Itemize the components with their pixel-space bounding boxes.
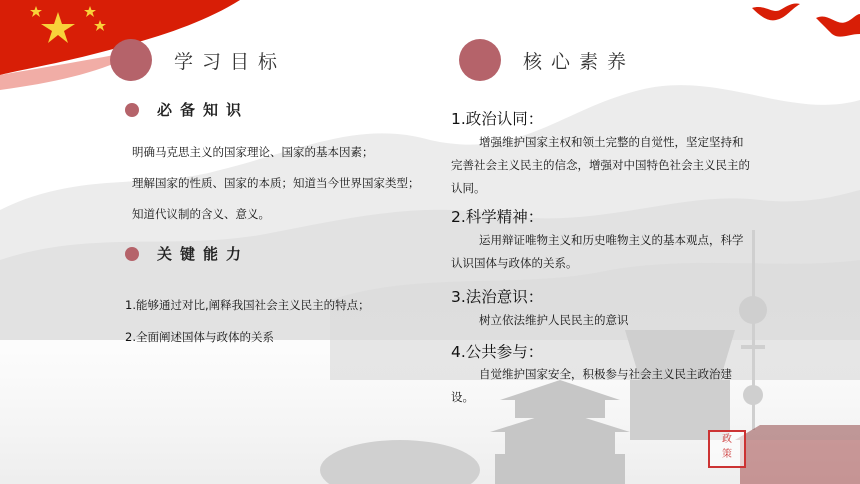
subsection-title: 必备知识	[157, 101, 250, 119]
item-heading: 3.法治意识：	[451, 288, 544, 306]
section-core-literacy	[459, 39, 635, 81]
list-item: 知道代议制的含义、意义。	[132, 207, 270, 221]
section-title: 学习目标	[174, 50, 287, 73]
section-title: 核心素养	[523, 50, 636, 73]
section-dot-icon	[110, 39, 152, 81]
subsection-key-ability	[125, 243, 249, 264]
section-learning-goals	[110, 39, 286, 81]
item-text: 树立依法维护人民民主的意识	[479, 313, 629, 327]
section-dot-icon	[459, 39, 501, 81]
bullet-dot-icon	[125, 103, 139, 117]
subsection-must-know	[125, 99, 249, 120]
item-heading: 4.公共参与：	[451, 343, 544, 361]
list-item: 明确马克思主义的国家理论、国家的基本因素；	[132, 145, 374, 159]
item-text: 自觉维护国家安全，积极参与社会主义民主政治建设。	[451, 367, 732, 404]
item-text: 增强维护国家主权和领土完整的自觉性，坚定坚持和完善社会主义民主的信念，增强对中国特色社会主义民主的认同。	[451, 135, 750, 195]
dove-icon	[752, 4, 860, 37]
item-text: 运用辩证唯物主义和历史唯物主义的基本观点，科学认识国体与政体的关系。	[451, 233, 744, 270]
item-heading: 2.科学精神：	[451, 208, 544, 226]
subsection-title: 关键能力	[157, 245, 250, 263]
list-item: 2.全面阐述国体与政体的关系	[125, 330, 274, 344]
seal-stamp-icon: 政 策	[708, 430, 746, 468]
item-heading: 1.政治认同：	[451, 110, 544, 128]
bullet-dot-icon	[125, 247, 139, 261]
list-item: 1.能够通过对比,阐释我国社会主义民主的特点；	[125, 298, 370, 312]
list-item: 理解国家的性质、国家的本质；知道当今世界国家类型；	[132, 176, 420, 190]
